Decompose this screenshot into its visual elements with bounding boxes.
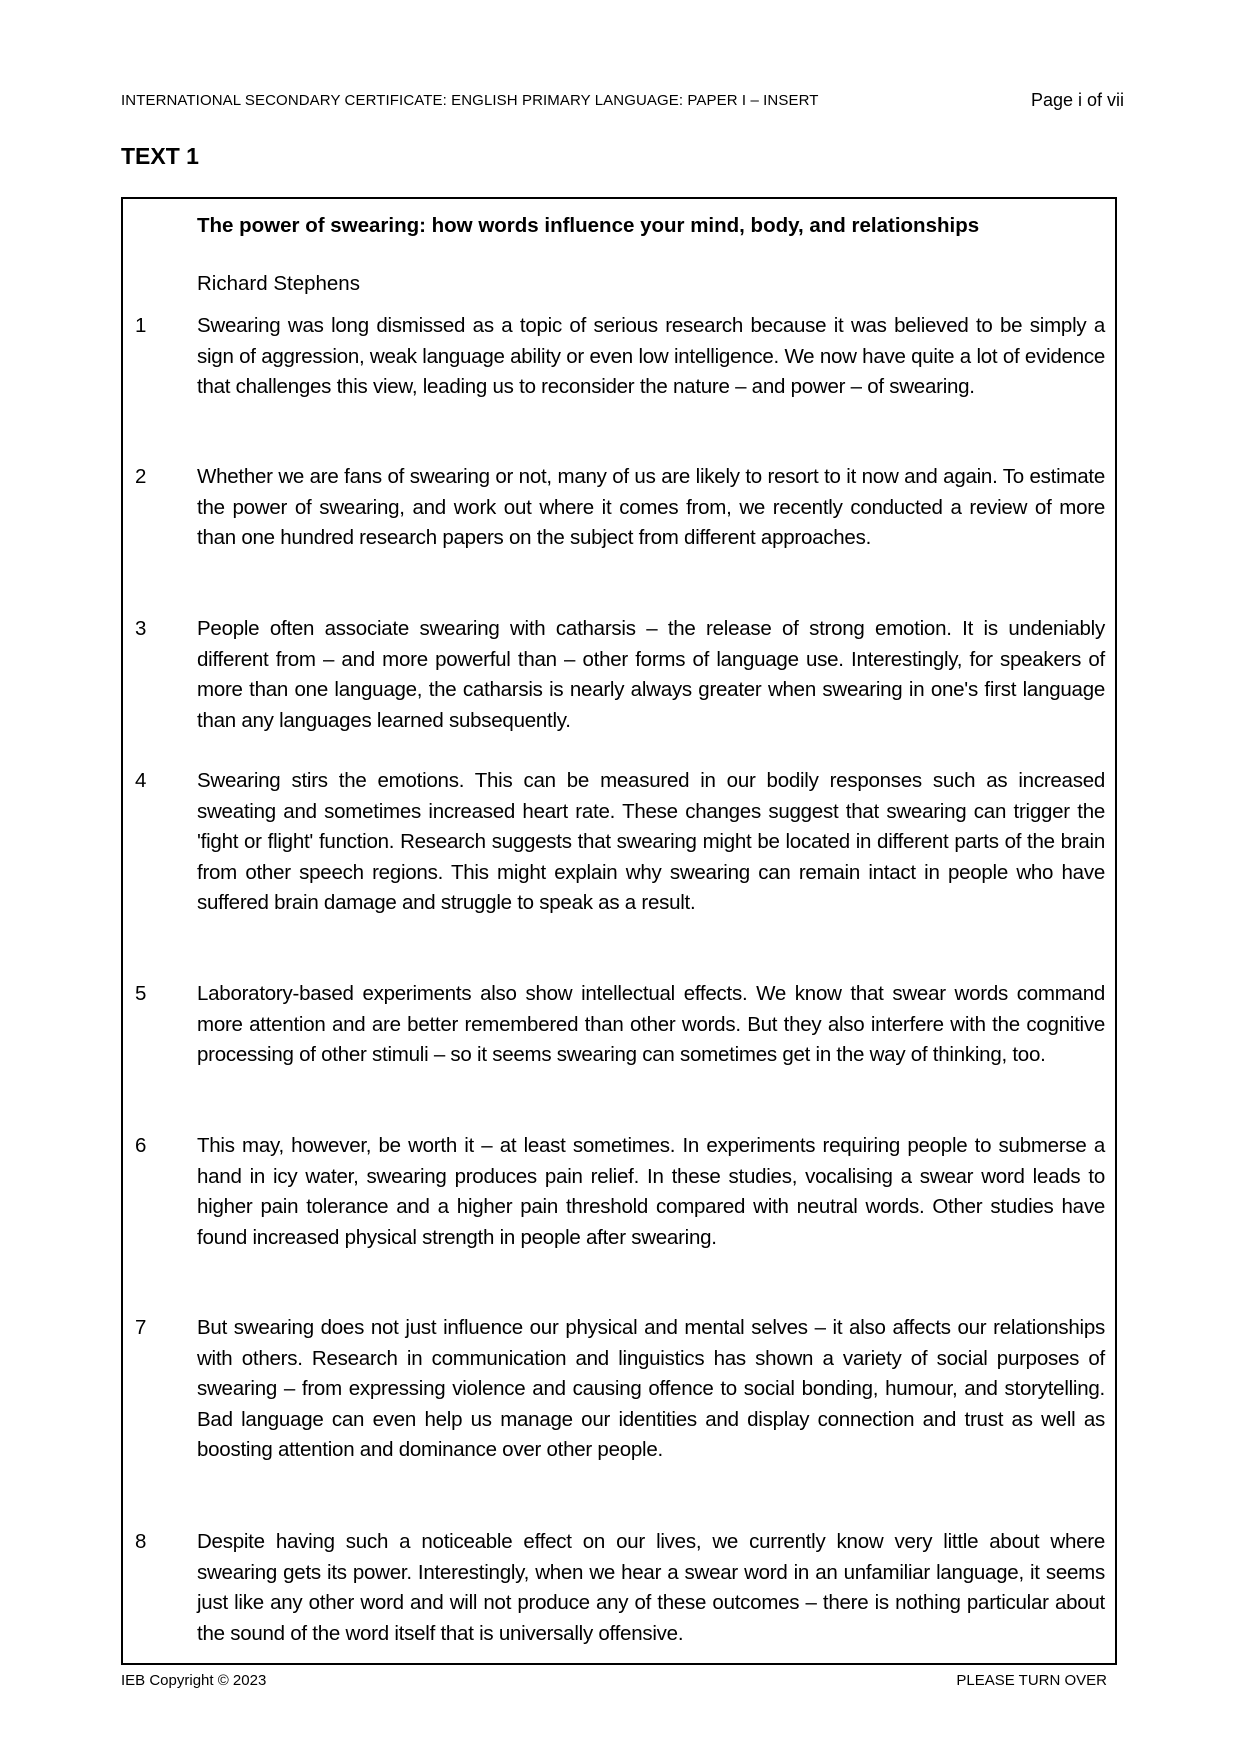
paragraph-number: 2 bbox=[135, 465, 147, 488]
article-box bbox=[121, 197, 1117, 1665]
paragraph-text: Swearing stirs the emotions. This can be measured in our bodily responses such as increased sweating and sometimes increased heart rate. These changes suggest that swearing can trigger the 'fight or flight' function. Research suggests that swearing might be located in different parts of the brain from other speech regions. This might explain why swearing can remain intact in people who have suffered brain damage and struggle to speak as a result. bbox=[197, 769, 1105, 914]
paragraph-text: Swearing was long dismissed as a topic of serious research because it was believed to be simply a sign of aggression, weak language ability or even low intelligence. We now have quite a lot of evidence that challenges this view, leading us to reconsider the nature – and power – of swearing. bbox=[197, 314, 1105, 398]
paragraph-text: Despite having such a noticeable effect on our lives, we currently know very little about where swearing gets its power. Interestingly, when we hear a swear word in an unfamiliar language, it seems just like any other word and will not produce any of these outcomes – there is nothing particular about the sound of the word itself that is universally offensive. bbox=[197, 1530, 1105, 1645]
section-title: TEXT 1 bbox=[121, 143, 199, 169]
paragraph-number: 6 bbox=[135, 1134, 147, 1157]
turn-over-notice: PLEASE TURN OVER bbox=[956, 1672, 1107, 1689]
paragraph-text: Laboratory-based experiments also show intellectual effects. We know that swear words command more attention and are better remembered than other words. But they also interfere with the cognitive processing of other stimuli – so it seems swearing can sometimes get in the way of thinking, too. bbox=[197, 982, 1105, 1066]
paragraph-number: 8 bbox=[135, 1530, 147, 1553]
copyright-notice: IEB Copyright © 2023 bbox=[121, 1672, 267, 1689]
article-title: The power of swearing: how words influence your mind, body, and relationships bbox=[197, 214, 980, 237]
paragraph-number: 1 bbox=[135, 314, 147, 337]
paragraph-text: People often associate swearing with catharsis – the release of strong emotion. It is undeniably different from – and more powerful than – other forms of language use. Interestingly, for speakers of more than one language, the catharsis is nearly always greater when swearing in one's first language than any languages learned subsequently. bbox=[197, 617, 1105, 732]
paragraph-number: 3 bbox=[135, 617, 147, 640]
paragraph-number: 4 bbox=[135, 769, 147, 792]
paragraph-text: Whether we are fans of swearing or not, many of us are likely to resort to it now and again. To estimate the power of swearing, and work out where it comes from, we recently conducted a review of more than one hundred research papers on the subject from different approaches. bbox=[197, 465, 1105, 549]
article-author: Richard Stephens bbox=[197, 272, 360, 295]
exam-header: INTERNATIONAL SECONDARY CERTIFICATE: ENGLISH PRIMARY LANGUAGE: PAPER I – INSERT bbox=[121, 92, 819, 109]
paragraph-text: This may, however, be worth it – at least sometimes. In experiments requiring people to submerse a hand in icy water, swearing produces pain relief. In these studies, vocalising a swear word leads to higher pain tolerance and a higher pain threshold compared with neutral words. Other studies have found increased physical strength in people after swearing. bbox=[197, 1134, 1105, 1249]
paragraph-number: 7 bbox=[135, 1316, 147, 1339]
page-number: Page i of vii bbox=[1030, 90, 1124, 110]
paragraph-number: 5 bbox=[135, 982, 147, 1005]
paragraph-text: But swearing does not just influence our physical and mental selves – it also affects our relationships with others. Research in communication and linguistics has shown a variety of social purposes of swearing – from expressing violence and causing offence to social bonding, humour, and storytelling. Bad language can even help us manage our identities and display connection and trust as well as boosting attention and dominance over other people. bbox=[197, 1316, 1105, 1461]
